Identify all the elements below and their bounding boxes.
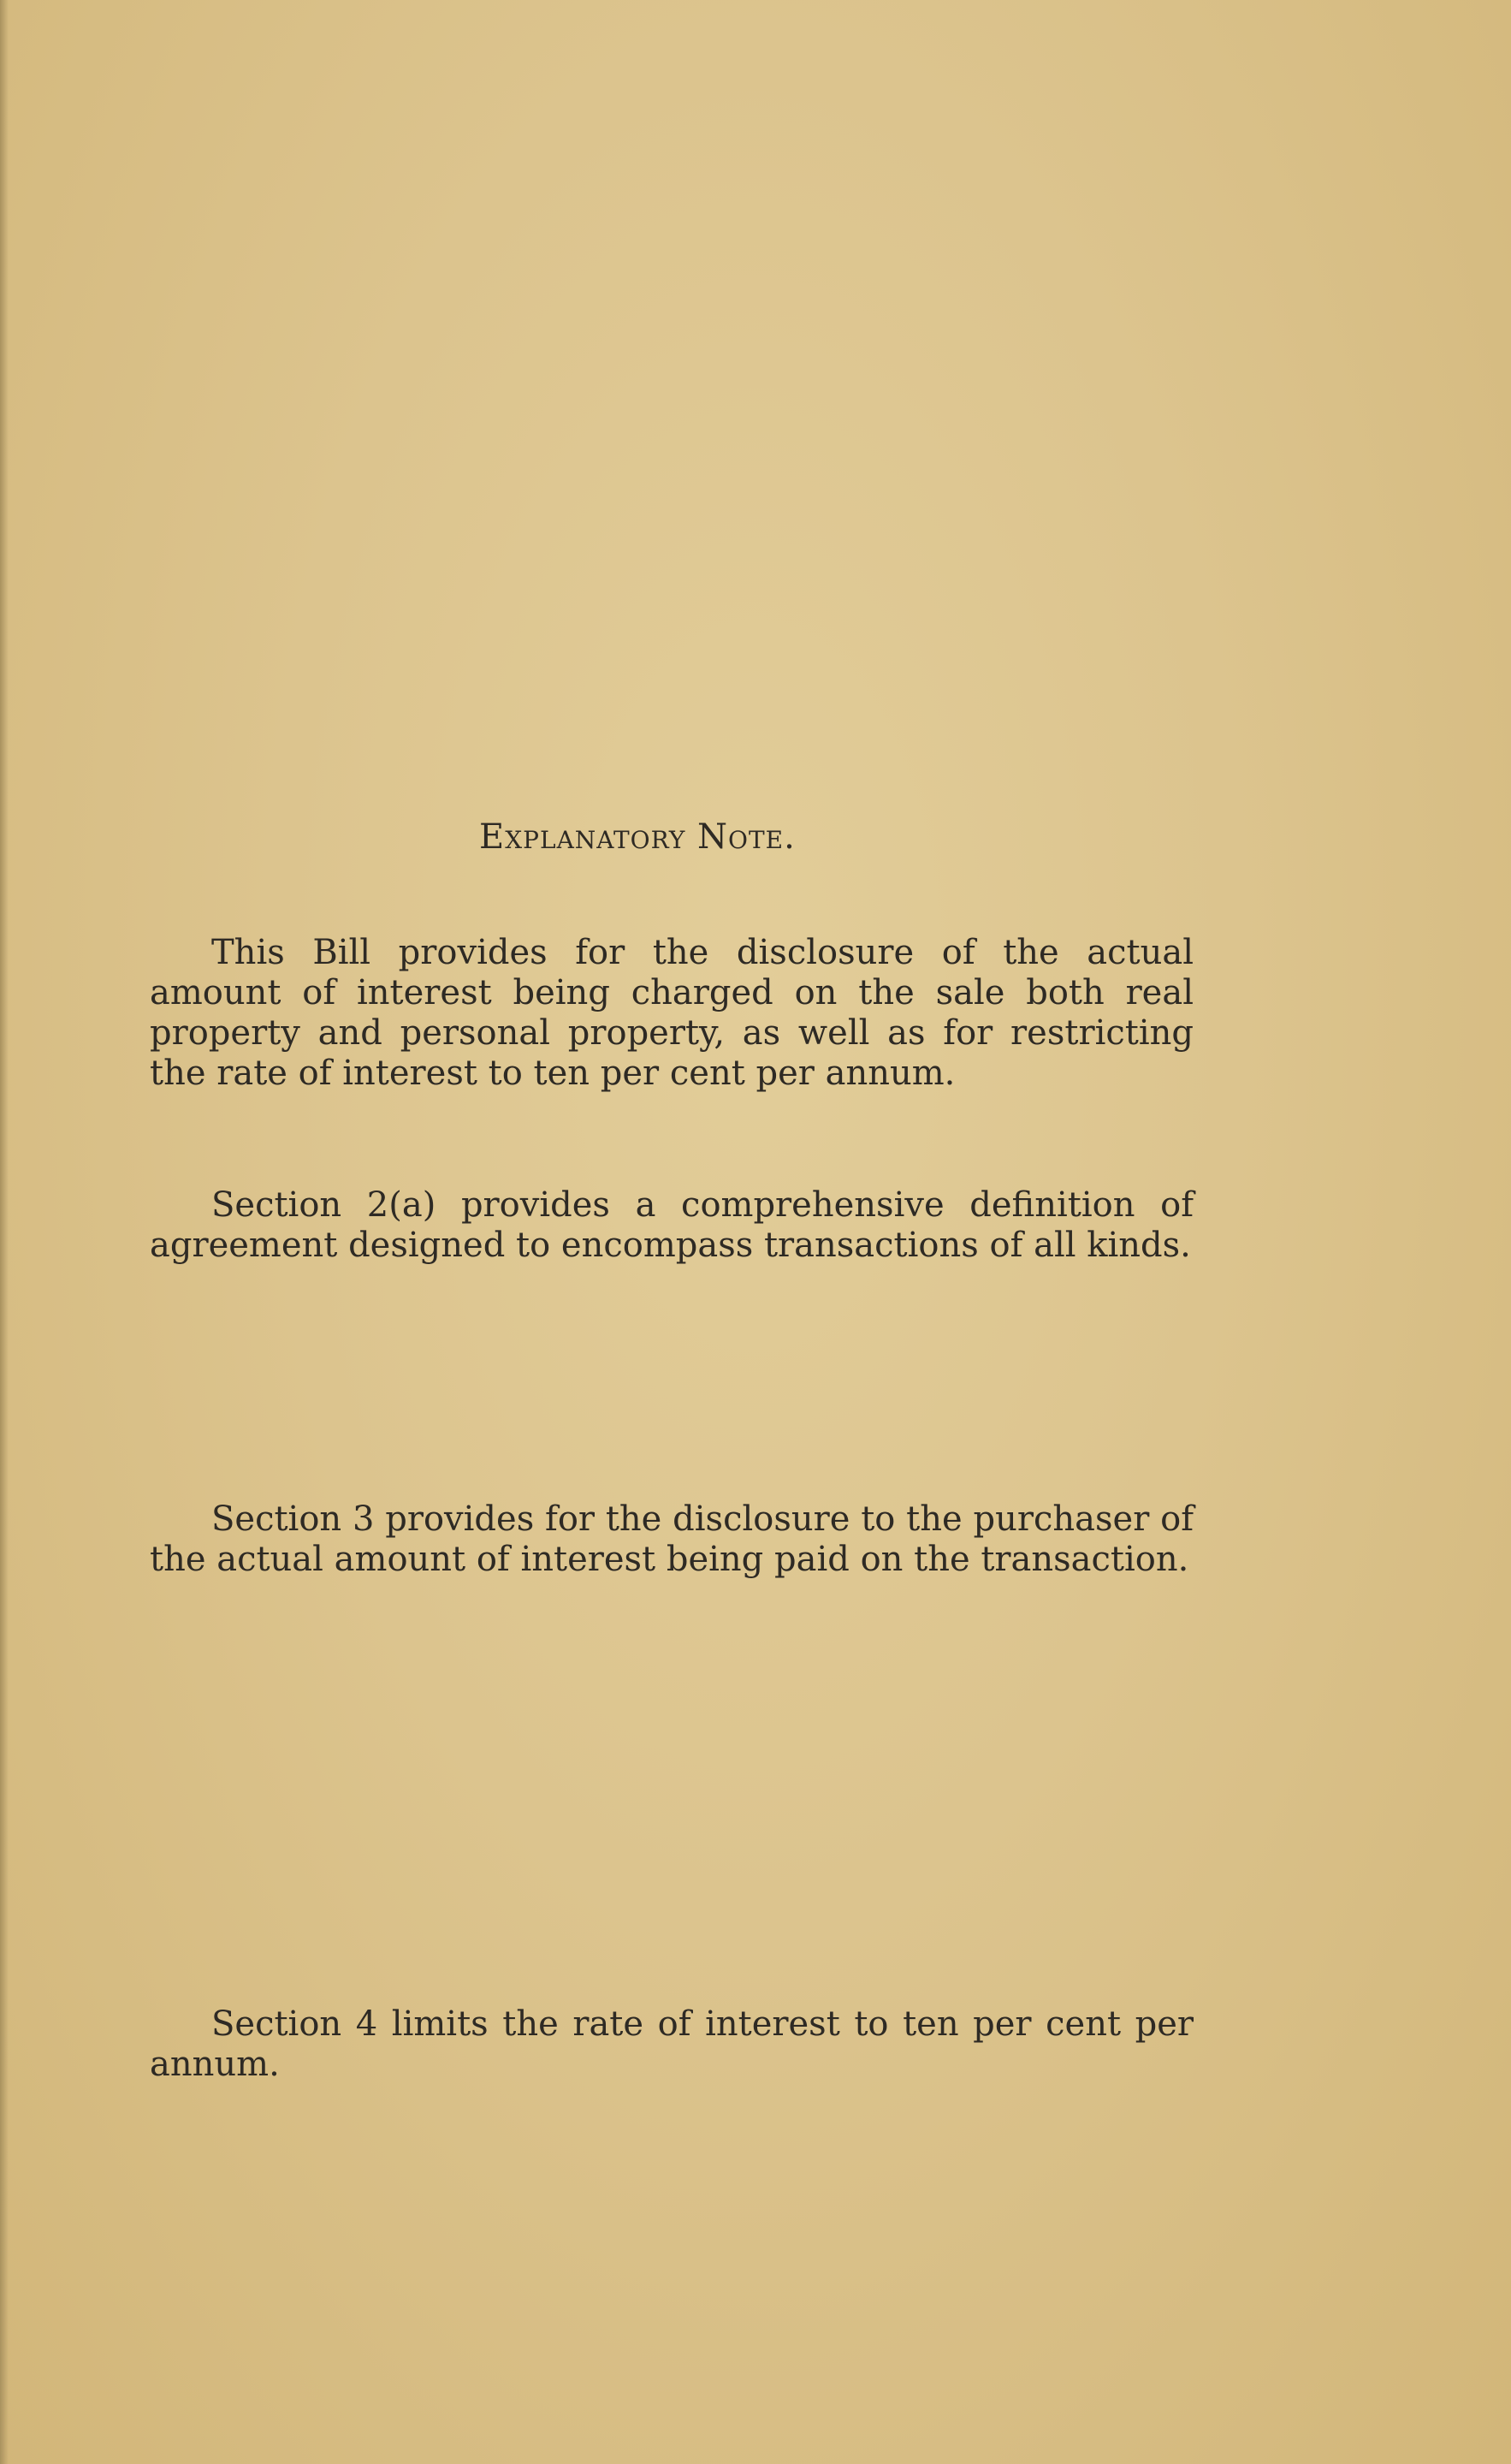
paragraph-section-2a: Section 2(a) provides a comprehensive definition of agreement designed to encompass transactions of all kinds. [150, 1185, 1194, 1265]
paragraph-section-4: Section 4 limits the rate of interest to ten per cent per annum. [150, 2004, 1194, 2084]
page-edge-shadow [0, 0, 9, 2464]
paragraph-section-3: Section 3 provides for the disclosure to the purchaser of the actual amount of interest being paid on the transaction. [150, 1499, 1194, 1579]
explanatory-note-heading: Explanatory Note. [479, 817, 796, 857]
paragraph-bill-summary: This Bill provides for the disclosure of the actual amount of interest being charged on the sale both real property and personal property, as well as for restricting the rate of interest to ten per cent per annum. [150, 933, 1194, 1093]
